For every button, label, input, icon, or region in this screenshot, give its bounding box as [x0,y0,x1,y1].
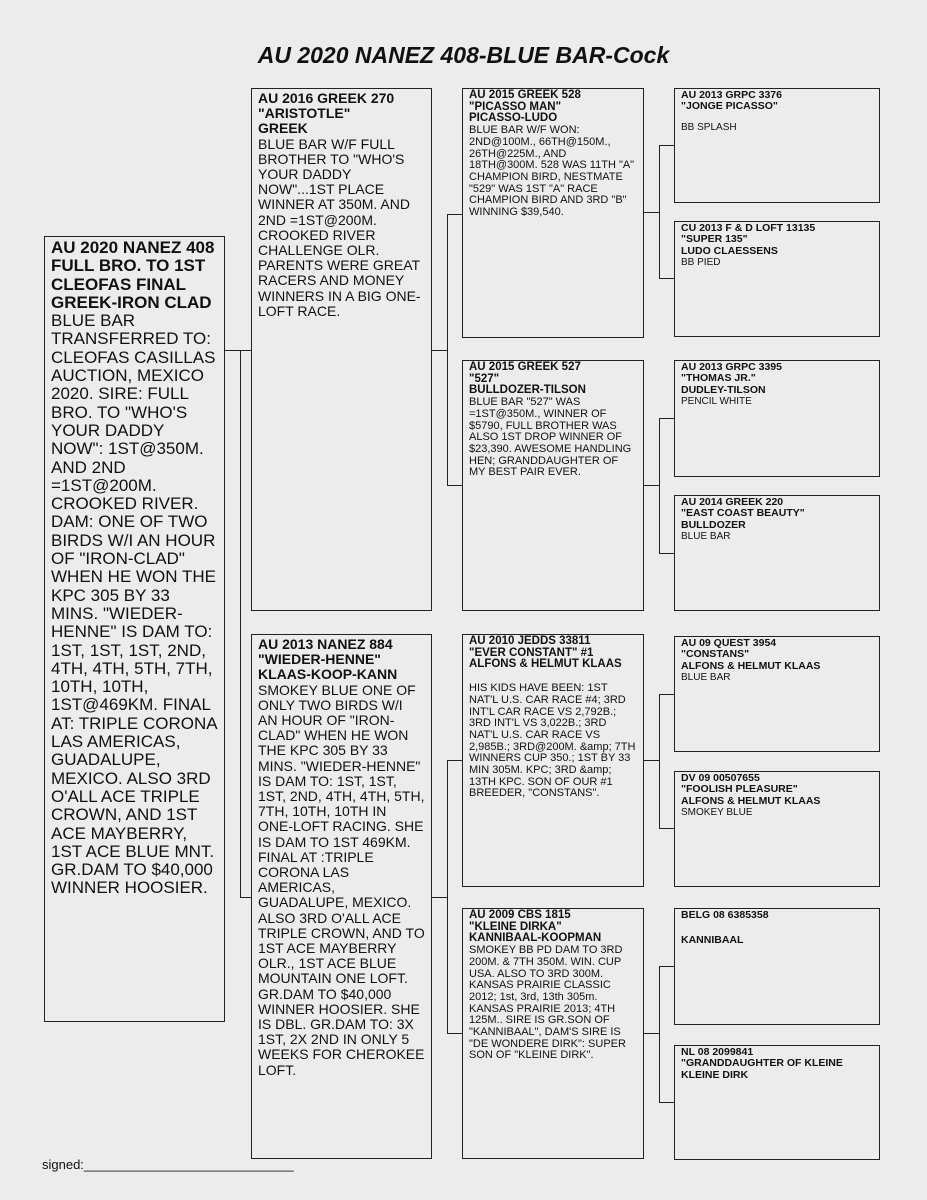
gen4-3-band: AU 2013 GRPC 3395 [681,361,782,373]
connector-sd-vertical [659,418,660,554]
gen4-7-strain: KANNIBAAL [681,934,744,947]
connector-dd-vertical [659,966,660,1103]
gen4-8-strain: KLEINE DIRK [681,1068,749,1081]
sire-dam-text: BLUE BAR "527" WAS =1ST@350M., WINNER OF $5790, FULL BROTHER WAS ALSO 1ST DROP WINNER OF $23,390. AWESOME HANDLING HEN; GRANDDAUGHTER OF MY BEST PAIR EVER. [469,396,632,479]
sire-dam-name: "527" [469,372,500,385]
gen4-1-text: BB SPLASH [681,121,737,133]
signature-line[interactable]: signed:_____________________________ [42,1157,294,1172]
gen4-6-strain: ALFONS & HELMUT KLAAS [681,794,821,807]
connector-ss [644,212,659,213]
connector-ds [644,760,659,761]
dam-sire-name: "EVER CONSTANT" #1 [469,646,594,659]
gen4-box-4 [674,495,880,611]
gen4-7-band: BELG 08 6385358 [681,909,769,921]
connector-ss-bottom [659,278,674,279]
sire-sire-name: "PICASSO MAN" [469,100,562,113]
connector-sire [432,350,447,351]
subject-box [44,236,225,1022]
subject-subtitle: FULL BRO. TO 1ST CLEOFAS FINAL GREEK-IRON CLAD [51,256,212,312]
connector-ss-vertical [659,145,660,279]
dam-dam-box [462,908,644,1159]
connector-dam-to-ds [447,760,462,761]
gen4-box-1 [674,88,880,203]
connector-ds-vertical [659,694,660,829]
sire-dam-box [462,360,644,611]
connector-sd-top [659,418,674,419]
dam-sire-text: HIS KIDS HAVE BEEN: 1ST NAT'L U.S. CAR RACE #4; 3RD INT'L CAR RACE VS 2,792B.; 3RD INT'L VS 3,022B.; 3RD NAT'L U.S. CAR RACE VS 2,985B.; 3RD@200M. &amp; 7TH WINNERS CUP 350.; 1ST BY 33 MIN 305M. KPC; 3RD &amp; 13TH KPC. SON OF OUR #1 BREEDER, "CONSTANS". [469,682,636,800]
gen4-5-band: AU 09 QUEST 3954 [681,637,777,649]
dam-box [251,634,432,1159]
connector-subject [225,350,240,351]
sire-sire-box [462,88,644,338]
dam-sire-strain: ALFONS & HELMUT KLAAS [469,658,622,671]
gen4-5-name: "CONSTANS" [681,648,750,661]
dam-dam-name: "KLEINE DIRKA" [469,920,562,933]
gen4-1-name: "JONGE PICASSO" [681,100,778,113]
dam-name: "WIEDER-HENNE" [258,651,381,668]
sire-sire-band: AU 2015 GREEK 528 [469,89,581,101]
connector-dam-to-dd [447,1033,462,1034]
connector-dd-bottom [659,1102,674,1103]
gen4-box-3 [674,360,880,477]
gen4-box-6 [674,771,880,887]
gen4-8-name: "GRANDDAUGHTER OF KLEINE [681,1057,843,1070]
sire-dam-band: AU 2015 GREEK 527 [469,361,581,373]
gen4-6-band: DV 09 00507655 [681,772,760,784]
connector-ds-top [659,694,674,695]
gen4-3-strain: DUDLEY-TILSON [681,383,766,396]
gen4-3-text: PENCIL WHITE [681,396,752,408]
dam-text: SMOKEY BLUE ONE OF ONLY TWO BIRDS W/I AN HOUR OF "IRON-CLAD" WHEN HE WON THE KPC 305 BY 33 MINS. "WIEDER-HENNE" IS DAM TO: 1ST, 1ST, 1ST, 2ND, 4TH, 4TH, 5TH, 7TH, 10TH, 10TH IN ONE-LOFT RACING. SHE IS DAM TO 1ST 469KM. FINAL AT :TRIPLE CORONA LAS AMERICAS, GUADALUPE, MEXICO. ALSO 3RD O'ALL ACE TRIPLE CROWN, AND TO 1ST ACE MAYBERRY OLR., 1ST ACE BLUE MOUNTAIN ONE LOFT. GR.DAM TO $40,000 WINNER HOOSIER. SHE IS DBL. GR.DAM TO: 3X 1ST, 2X 2ND IN ONLY 5 WEEKS FOR CHEROKEE LOFT. [258,681,425,1078]
sire-box [251,88,432,611]
connector-subject-to-dam [240,897,251,898]
dam-sire-box [462,634,644,887]
dam-dam-band: AU 2009 CBS 1815 [469,909,571,921]
dam-dam-strain: KANNIBAAL-KOOPMAN [469,932,602,945]
gen4-box-2 [674,221,880,337]
gen4-box-5 [674,636,880,752]
connector-subject-vertical [240,350,241,898]
sire-text: BLUE BAR W/F FULL BROTHER TO "WHO'S YOUR DADDY NOW"...1ST PLACE WINNER AT 350M. AND 2ND =1ST@200M. CROOKED RIVER CHALLENGE OLR. PARENTS WERE GREAT RACERS AND MONEY WINNERS IN A BIG ONE-LOFT RACE. [258,135,421,319]
connector-sire-to-sd [447,485,462,486]
dam-dam-text: SMOKEY BB PD DAM TO 3RD 200M. & 7TH 350M. WIN. CUP USA. ALSO TO 3RD 300M. KANSAS PRAIRIE CLASSIC 2012; 1st, 3rd, 13th 305m. KANSAS PRAIRIE 2013; 4TH 125M.. SIRE IS GR.SON OF "KANNIBAAL", DAM'S SIRE IS "DE WONDERE DIRK": SUPER SON OF "KLEINE DIRK". [469,944,626,1062]
connector-dd-top [659,966,674,967]
sire-name: "ARISTOTLE" [258,105,351,122]
connector-dd [644,1033,659,1034]
subject-text: BLUE BAR TRANSFERRED TO: CLEOFAS CASILLAS AUCTION, MEXICO 2020. SIRE: FULL BRO. TO "WHO'S YOUR DADDY NOW": 1ST@350M. AND 2ND =1ST@200M. CROOKED RIVER. DAM: ONE OF TWO BIRDS W/I AN HOUR OF "IRON-CLAD" WHEN HE WON THE KPC 305 BY 33 MINS. "WIEDER-HENNE" IS DAM TO: 1ST, 1ST, 1ST, 2ND, 4TH, 4TH, 5TH, 7TH, 10TH, 10TH, 1ST@469KM. FINAL AT: TRIPLE CORONA LAS AMERICAS, GUADALUPE, MEXICO. ALSO 3RD O'ALL ACE TRIPLE CROWN, AND 1ST ACE MAYBERRY, 1ST ACE BLUE MNT. GR.DAM TO $40,000 WINNER HOOSIER. [51,311,217,898]
gen4-2-text: BB PIED [681,257,721,269]
gen4-6-name: "FOOLISH PLEASURE" [681,783,798,796]
gen4-6-text: SMOKEY BLUE [681,807,753,819]
gen4-box-8 [674,1045,880,1160]
gen4-3-name: "THOMAS JR." [681,372,756,385]
gen4-4-text: BLUE BAR [681,531,731,543]
gen4-2-strain: LUDO CLAESSENS [681,244,778,257]
sire-sire-text: BLUE BAR W/F WON: 2ND@100M., 66TH@150M., 26TH@225M., AND 18TH@300M. 528 WAS 11TH "A" CHAMPION BIRD, NESTMATE "529" WAS 1ST "A" RACE CHAMPION BIRD AND 3RD "B" WINNING $39,540. [469,124,635,219]
connector-ds-bottom [659,828,674,829]
page-title: AU 2020 NANEZ 408-BLUE BAR-Cock [257,42,670,68]
gen4-4-name: "EAST COAST BEAUTY" [681,507,805,520]
connector-sire-vertical [447,214,448,486]
gen4-2-name: "SUPER 135" [681,233,748,246]
dam-sire-band: AU 2010 JEDDS 33811 [469,635,591,647]
connector-dam [432,897,447,898]
gen4-5-strain: ALFONS & HELMUT KLAAS [681,659,821,672]
connector-sd [644,485,659,486]
connector-dam-vertical [447,760,448,1034]
gen4-5-text: BLUE BAR [681,672,731,684]
gen4-4-band: AU 2014 GREEK 220 [681,496,784,508]
sire-sire-strain: PICASSO-LUDO [469,112,558,125]
dam-band: AU 2013 NANEZ 884 [258,636,393,652]
gen4-2-band: CU 2013 F & D LOFT 13135 [681,222,816,234]
sire-dam-strain: BULLDOZER-TILSON [469,384,586,397]
gen4-8-band: NL 08 2099841 [681,1046,754,1058]
sire-strain: GREEK [258,120,308,137]
connector-sire-to-ss [447,214,462,215]
sire-band: AU 2016 GREEK 270 [258,90,395,106]
connector-ss-top [659,145,674,146]
gen4-4-strain: BULLDOZER [681,518,746,531]
dam-strain: KLAAS-KOOP-KANN [258,666,398,683]
gen4-1-band: AU 2013 GRPC 3376 [681,89,782,101]
gen4-box-7 [674,908,880,1025]
connector-subject-to-sire [240,350,251,351]
connector-sd-bottom [659,553,674,554]
subject-band: AU 2020 NANEZ 408 [51,238,215,257]
